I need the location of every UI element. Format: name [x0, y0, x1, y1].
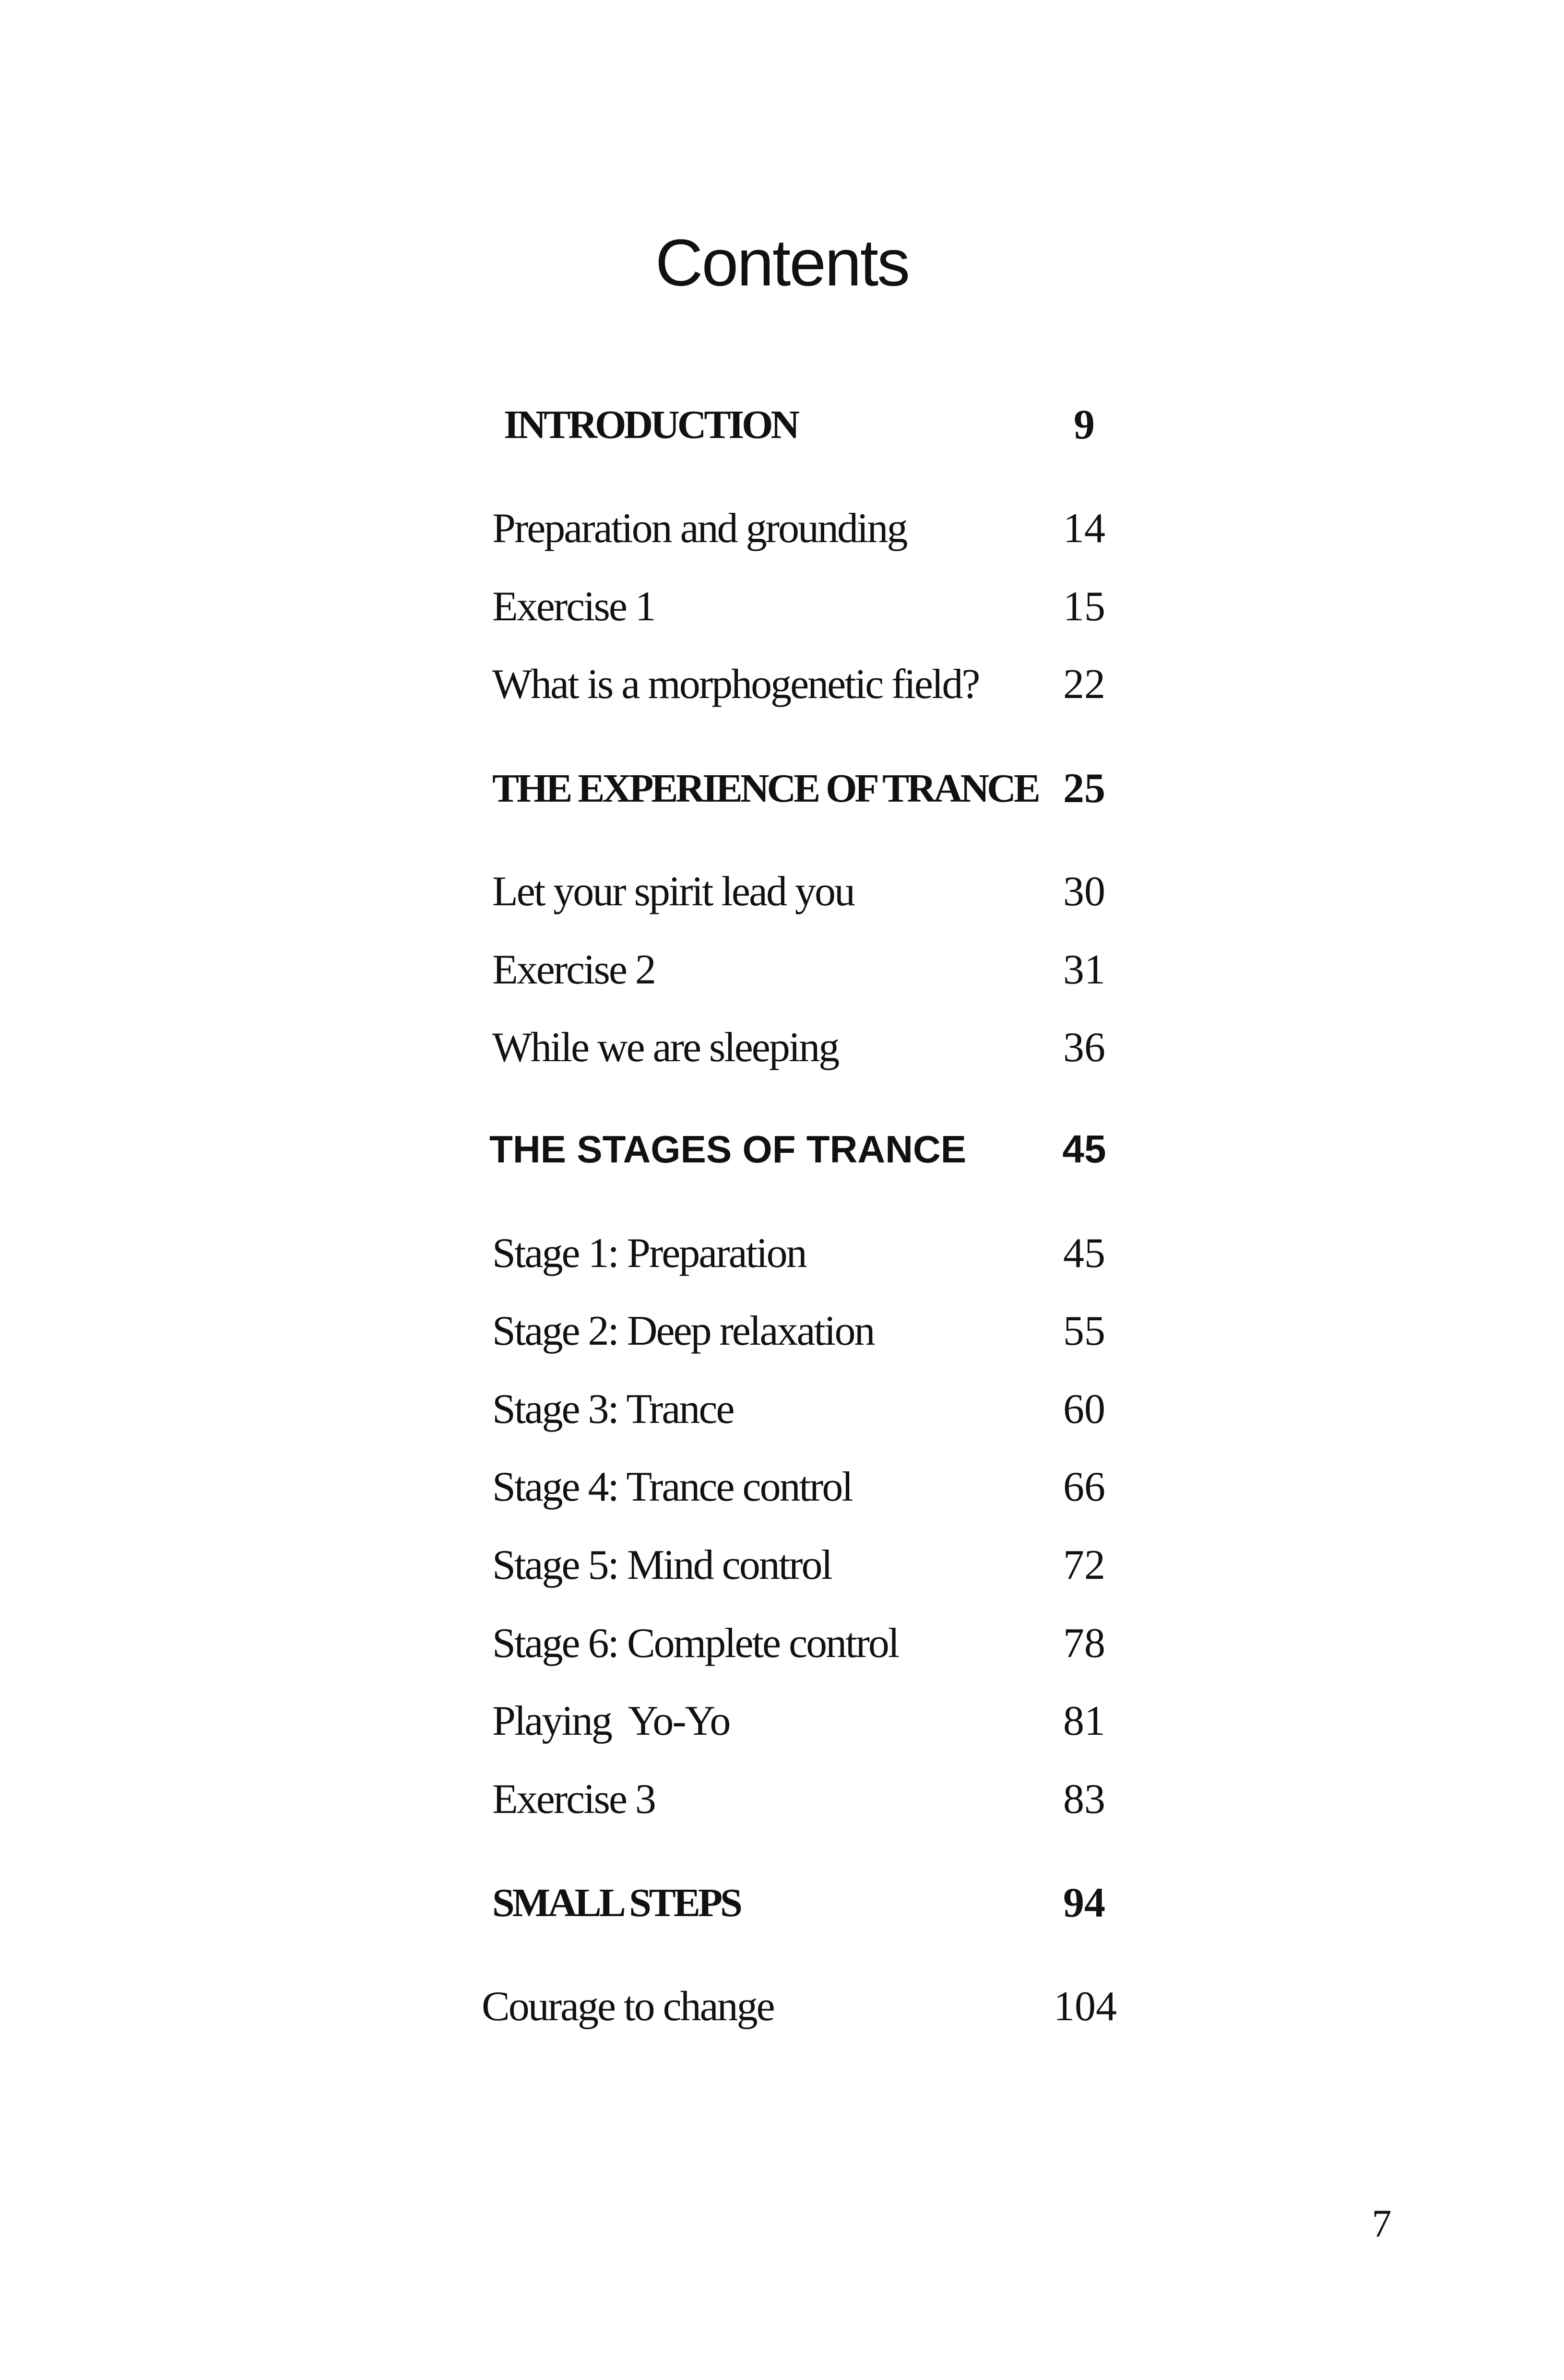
- toc-entry-label: Exercise 3: [492, 1776, 655, 1823]
- toc-entry-preparation-and-grounding: [0, 495, 1564, 562]
- toc-entry-while-we-are-sleeping: [0, 1014, 1564, 1081]
- toc-heading-experience-of-trance: [0, 755, 1564, 822]
- toc-page-number: 45: [1063, 1230, 1105, 1277]
- toc-page-number: 94: [1063, 1880, 1105, 1926]
- toc-page-number: 22: [1063, 661, 1105, 708]
- toc-heading-small-steps: [0, 1870, 1564, 1937]
- toc-page-number: 31: [1063, 947, 1105, 993]
- toc-entry-label: Courage to change: [482, 1983, 774, 2030]
- toc-entry-stage-5: [0, 1532, 1564, 1599]
- toc-entry-label: What is a morphogenetic field?: [492, 661, 979, 708]
- toc-entry-stage-2: [0, 1298, 1564, 1365]
- toc-page-number: 15: [1063, 583, 1105, 630]
- toc-page-number: 36: [1063, 1024, 1105, 1071]
- toc-entry-label: Stage 2: Deep relaxation: [492, 1308, 874, 1354]
- toc-heading-stages-of-trance: [0, 1116, 1564, 1183]
- toc-page-number: 14: [1063, 505, 1105, 552]
- toc-entry-label: Playing Yo-Yo: [492, 1698, 730, 1744]
- toc-page-number: 78: [1063, 1620, 1105, 1667]
- toc-entry-label: Stage 4: Trance control: [492, 1464, 852, 1510]
- toc-heading-label: THE STAGES OF TRANCE: [489, 1128, 967, 1171]
- toc-entry-label: Stage 6: Complete control: [492, 1620, 899, 1667]
- toc-page-number: 25: [1063, 765, 1105, 812]
- toc-entry-stage-1: [0, 1220, 1564, 1287]
- toc-heading-introduction: [0, 391, 1564, 459]
- toc-entry-label: Stage 5: Mind control: [492, 1542, 831, 1588]
- toc-entry-label: Exercise 1: [492, 583, 655, 630]
- toc-entry-label: Stage 3: Trance: [492, 1386, 734, 1433]
- toc-heading-label: THE EXPERIENCE OF TRANCE: [492, 766, 1038, 811]
- toc-entry-exercise-2: [0, 936, 1564, 1004]
- toc-entry-label: Let your spirit lead you: [492, 868, 854, 915]
- toc-entry-let-your-spirit-lead-you: [0, 858, 1564, 925]
- toc-entry-playing-yo-yo: [0, 1688, 1564, 1755]
- toc-page-number: 83: [1063, 1776, 1105, 1823]
- toc-page-number: 45: [1062, 1127, 1106, 1171]
- toc-entry-exercise-3: [0, 1766, 1564, 1833]
- toc-page-number: 9: [1074, 402, 1095, 448]
- toc-entry-label: Stage 1: Preparation: [492, 1230, 806, 1277]
- toc-entry-stage-4: [0, 1454, 1564, 1521]
- toc-page-number: 60: [1063, 1386, 1105, 1433]
- toc-entry-label: Exercise 2: [492, 947, 655, 993]
- toc-entry-courage-to-change: [0, 1973, 1564, 2040]
- page-title: Contents: [655, 226, 909, 300]
- toc-page-number: 104: [1054, 1983, 1117, 2030]
- toc-heading-label: SMALL STEPS: [492, 1881, 740, 1925]
- toc-page-number: 81: [1063, 1698, 1105, 1744]
- toc-entry-stage-3: [0, 1376, 1564, 1443]
- toc-page-number: 66: [1063, 1464, 1105, 1510]
- toc-entry-label: While we are sleeping: [492, 1024, 839, 1071]
- toc-page-number: 55: [1063, 1308, 1105, 1354]
- toc-page-number: 30: [1063, 868, 1105, 915]
- toc-entry-morphogenetic-field: [0, 651, 1564, 718]
- toc-entry-exercise-1: [0, 573, 1564, 640]
- toc-entry-stage-6: [0, 1610, 1564, 1677]
- page-number: 7: [1372, 2202, 1392, 2245]
- toc-page-number: 72: [1063, 1542, 1105, 1588]
- toc-heading-label: INTRODUCTION: [504, 403, 798, 447]
- toc-entry-label: Preparation and grounding: [492, 505, 907, 552]
